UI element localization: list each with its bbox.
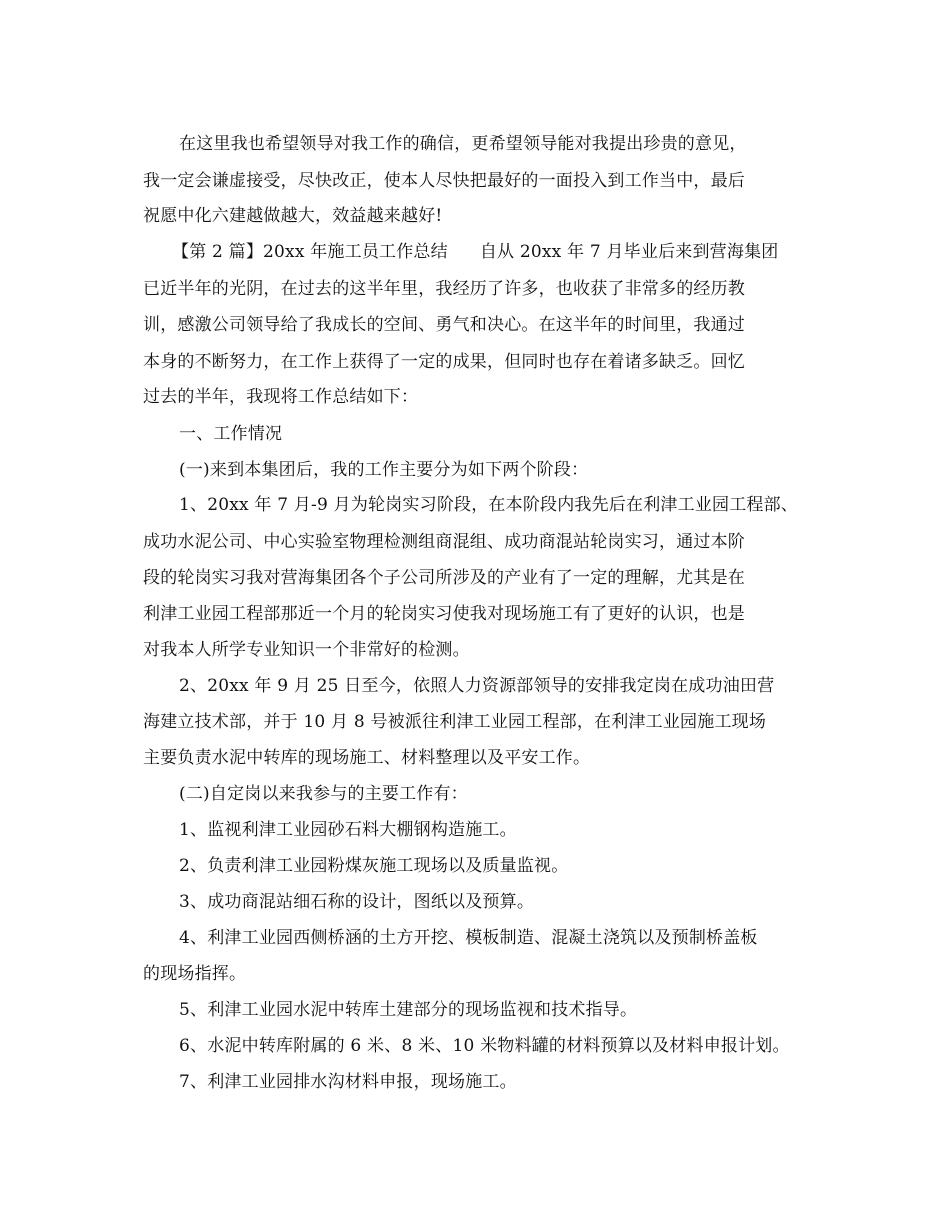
work-item-4-continued: 的现场指挥。 <box>143 964 247 984</box>
work-item-2: 2、负责利津工业园粉煤灰施工现场以及质量监视。 <box>179 856 569 876</box>
section-line-2: 已近半年的光阴，在过去的这半年里，我经历了许多，也收获了非常多的经历教 <box>143 279 745 299</box>
work-item-4: 4、利津工业园西侧桥涵的土方开挖、模板制造、混凝土浇筑以及预制桥盖板 <box>179 928 758 948</box>
stage1-line-1: 1、20xx 年 7 月-9 月为轮岗实习阶段，在本阶段内我先后在利津工业园工程部、 <box>179 495 799 515</box>
section-heading-line <box>172 242 778 262</box>
intro-line-3: 祝愿中化六建越做越大，效益越来越好! <box>143 206 443 226</box>
stage2-line-2: 海建立技术部，并于 10 月 8 号被派往利津工业园工程部，在利津工业园施工现场 <box>143 712 767 732</box>
stage1-line-5: 对我本人所学专业知识一个非常好的检测。 <box>143 640 470 660</box>
section-line-5: 过去的半年，我现将工作总结如下： <box>143 387 419 407</box>
heading-work-situation: 一、工作情况 <box>179 424 283 444</box>
work-item-5: 5、利津工业园水泥中转库土建部分的现场监视和技术指导。 <box>179 1000 638 1020</box>
stage2-line-1: 2、20xx 年 9 月 25 日至今，依照人力资源部领导的安排我定岗在成功油田营 <box>179 676 775 696</box>
stage1-line-3: 段的轮岗实习我对营海集团各个子公司所涉及的产业有了一定的理解，尤其是在 <box>143 568 745 588</box>
stage1-line-2: 成功水泥公司、中心实验室物理检测组商混组、成功商混站轮岗实习，通过本阶 <box>143 532 745 552</box>
work-item-1: 1、监视利津工业园砂石料大棚钢构造施工。 <box>179 820 517 840</box>
work-item-6: 6、水泥中转库附属的 6 米、8 米、10 米物料罐的材料预算以及材料申报计划。 <box>179 1036 790 1056</box>
intro-line-1: 在这里我也希望领导对我工作的确信，更希望领导能对我提出珍贵的意见， <box>179 134 747 154</box>
intro-line-2: 我一定会谦虚接受，尽快改正，使本人尽快把最好的一面投入到工作当中，最后 <box>143 171 745 191</box>
section-line-4: 本身的不断努力，在工作上获得了一定的成果，但同时也存在着诸多缺乏。回忆 <box>143 352 745 372</box>
stage2-line-3: 主要负责水泥中转库的现场施工、材料整理以及平安工作。 <box>143 748 591 768</box>
work-item-7: 7、利津工业园排水沟材料申报，现场施工。 <box>179 1072 517 1092</box>
work-item-3: 3、成功商混站细石称的设计，图纸以及预算。 <box>179 892 535 912</box>
subheading-main-work: (二)自定岗以来我参与的主要工作有： <box>179 784 468 804</box>
section-heading: 【第 2 篇】20xx 年施工员工作总结 <box>172 242 448 262</box>
stage1-line-4: 利津工业园工程部那近一个月的轮岗实习使我对现场施工有了更好的认识，也是 <box>143 604 745 624</box>
section-line-3: 训，感激公司领导给了我成长的空间、勇气和决心。在这半年的时间里，我通过 <box>143 315 745 335</box>
section-first-line-text: 自从 20xx 年 7 月毕业后来到营海集团 <box>479 242 779 262</box>
subheading-stages: (一)来到本集团后，我的工作主要分为如下两个阶段： <box>179 460 589 480</box>
